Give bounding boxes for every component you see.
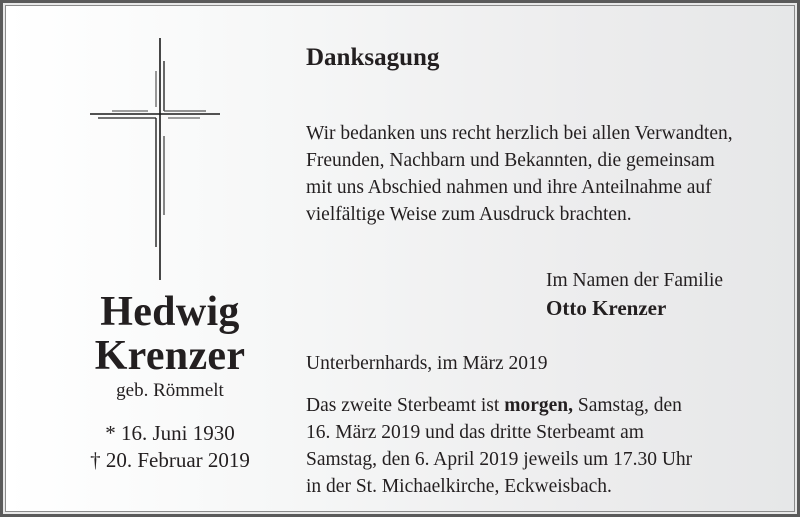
life-dates	[60, 420, 280, 474]
service-line	[306, 392, 692, 419]
birth-date: * 16. Juni 1930	[105, 421, 235, 445]
thanks-line: vielfältige Weise zum Ausdruck brachten.	[306, 204, 632, 225]
maiden-name: geb. Römmelt	[116, 380, 224, 401]
service-emphasis: morgen,	[504, 395, 573, 416]
deceased-first-name: Hedwig	[100, 289, 240, 335]
signature-block	[546, 267, 723, 322]
service-text: Das zweite Sterbeamt ist	[306, 395, 505, 416]
service-line: 16. März 2019 und das dritte Sterbeamt am	[306, 422, 644, 443]
signature-intro: Im Namen der Familie	[546, 270, 724, 291]
deceased-info	[60, 290, 280, 474]
service-line: Samstag, den 6. April 2019 jeweils um 17.30 Uhr	[306, 449, 693, 470]
deceased-last-name: Krenzer	[94, 333, 246, 379]
thanks-line: mit uns Abschied nahmen und ihre Anteilnahme auf	[306, 177, 712, 198]
service-text: Samstag, den	[572, 395, 682, 416]
notice-heading: Danksagung	[306, 44, 440, 71]
service-paragraph	[306, 392, 692, 500]
service-line: in der St. Michaelkirche, Eckweisbach.	[306, 476, 612, 497]
obituary-panel	[6, 6, 794, 511]
thanks-paragraph	[306, 120, 776, 228]
cross-icon	[90, 31, 230, 281]
thanks-line: Wir bedanken uns recht herzlich bei allen Verwandten,	[306, 123, 733, 144]
death-date: † 20. Februar 2019	[90, 448, 250, 472]
place-date: Unterbernhards, im März 2019	[306, 353, 548, 374]
signature-name: Otto Krenzer	[546, 296, 667, 320]
thanks-line: Freunden, Nachbarn und Bekannten, die gemeinsam	[306, 150, 715, 171]
